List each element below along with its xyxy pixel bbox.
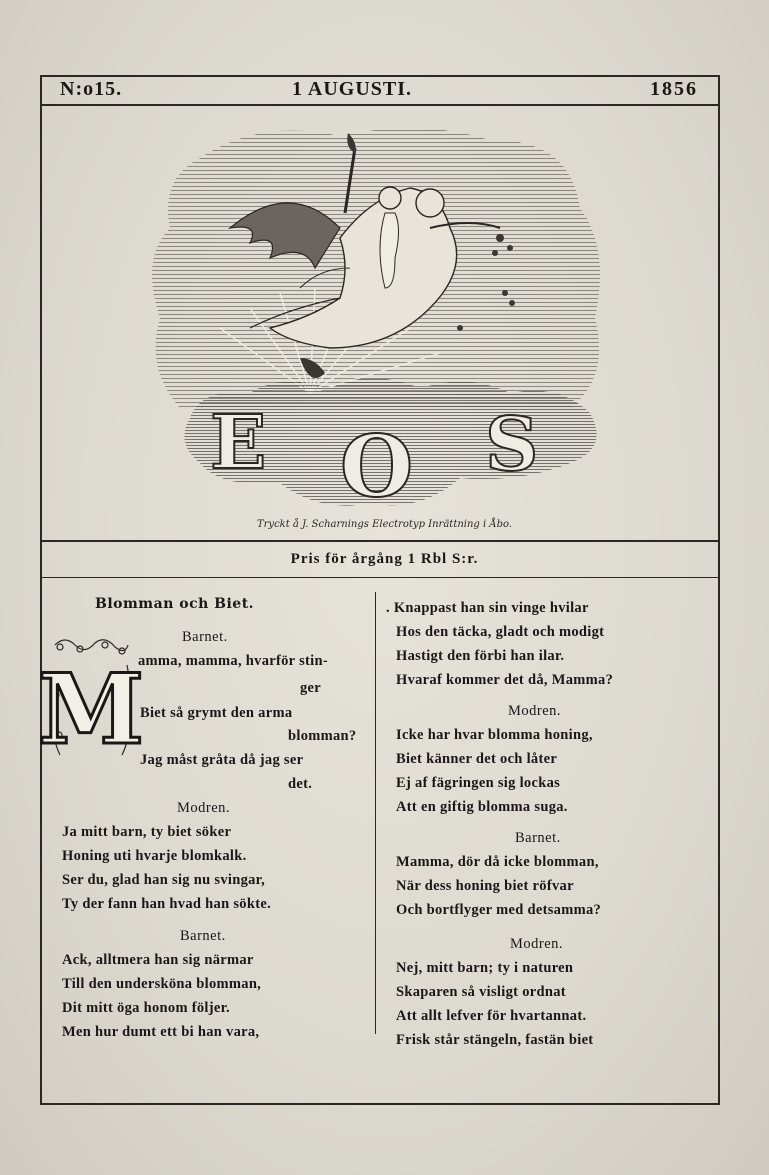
verse-line: Frisk står stängeln, fastän biet bbox=[396, 1032, 594, 1048]
poem-title: Blomman och Biet. bbox=[95, 596, 255, 612]
verse-line: Men hur dumt ett bi han vara, bbox=[62, 1024, 260, 1040]
verse-line: Ej af fägringen sig lockas bbox=[396, 775, 561, 791]
issue-date: 1 AUGUSTI. bbox=[292, 78, 413, 100]
divider bbox=[42, 577, 718, 578]
eos-logo bbox=[210, 400, 538, 516]
speaker-label: Barnet. bbox=[180, 928, 226, 944]
divider bbox=[42, 540, 718, 542]
verse-line: Ty der fann han hvad han sökte. bbox=[62, 896, 272, 912]
speaker-label: Barnet. bbox=[515, 830, 561, 846]
column-divider bbox=[375, 592, 376, 1034]
verse-line: amma, mamma, hvarför stin- bbox=[138, 653, 328, 669]
verse-line: blomman? bbox=[288, 728, 357, 744]
verse-line: Till den undersköna blomman, bbox=[62, 976, 262, 992]
verse-line: Att allt lefver för hvartannat. bbox=[396, 1008, 587, 1024]
dropcap-m bbox=[37, 635, 145, 766]
verse-line: Nej, mitt barn; ty i naturen bbox=[396, 960, 574, 976]
speaker-label: Modren. bbox=[510, 936, 564, 952]
svg-text:O: O bbox=[340, 417, 414, 516]
issue-number: N:o15. bbox=[60, 78, 123, 100]
speaker-label: Modren. bbox=[177, 800, 231, 816]
svg-text:S: S bbox=[485, 402, 539, 488]
eos-vignette-illustration bbox=[140, 118, 620, 518]
speaker-label: Barnet. bbox=[182, 629, 228, 645]
verse-line: Skaparen så visligt ordnat bbox=[396, 984, 566, 1000]
verse-line: Och bortflyger med detsamma? bbox=[396, 902, 602, 918]
verse-line: Jag måst gråta då jag ser bbox=[140, 752, 304, 768]
issue-year: 1856 bbox=[650, 78, 698, 100]
verse-line: Mamma, dör då icke blomman, bbox=[396, 854, 599, 870]
verse-line: Hos den täcka, gladt och modigt bbox=[396, 624, 605, 640]
verse-line: Att en giftig blomma suga. bbox=[396, 799, 568, 815]
engraving-credit: Tryckt å J. Scharnings Electrotyp Inrättning i Åbo. bbox=[256, 519, 513, 530]
dropcap-letter: M bbox=[37, 653, 145, 766]
verse-line: Icke har hvar blomma honing, bbox=[396, 727, 593, 743]
speaker-label: Modren. bbox=[508, 703, 562, 719]
verse-line: Dit mitt öga honom följer. bbox=[62, 1000, 230, 1016]
verse-line: ger bbox=[300, 680, 322, 696]
masthead-header bbox=[42, 78, 718, 106]
verse-line: Honing uti hvarje blomkalk. bbox=[62, 848, 247, 864]
verse-line: Ack, alltmera han sig närmar bbox=[62, 952, 254, 968]
verse-line: Biet känner det och låter bbox=[396, 751, 558, 767]
verse-line: Ser du, glad han sig nu svingar, bbox=[62, 872, 266, 888]
verse-line: Ja mitt barn, ty biet söker bbox=[62, 824, 232, 840]
verse-line: det. bbox=[288, 776, 313, 792]
verse-line: Hastigt den förbi han ilar. bbox=[396, 648, 565, 664]
verse-line: . Knappast han sin vinge hvilar bbox=[386, 600, 589, 616]
verse-line: Hvaraf kommer det då, Mamma? bbox=[396, 672, 614, 688]
verse-line: Biet så grymt den arma bbox=[140, 705, 293, 721]
svg-text:E: E bbox=[210, 400, 267, 486]
verse-line: När dess honing biet röfvar bbox=[396, 878, 574, 894]
subscription-price: Pris för årgång 1 Rbl S:r. bbox=[290, 551, 479, 567]
